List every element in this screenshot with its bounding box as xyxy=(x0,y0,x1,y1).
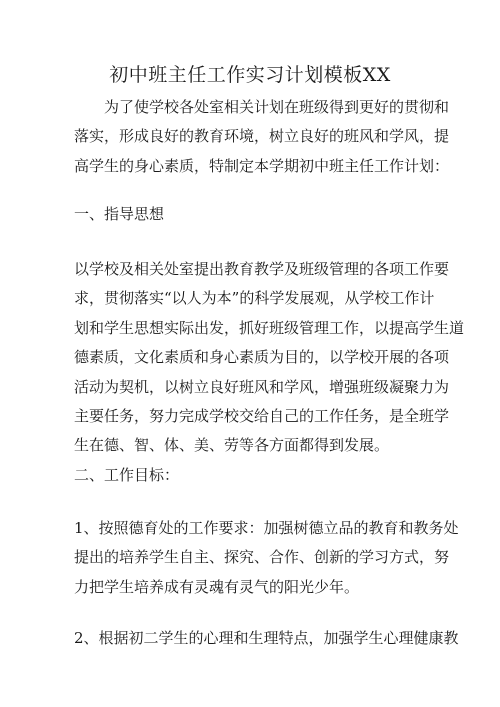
paragraph-line: 德素质，文化素质和身心素质为目的，以学校开展的各项 xyxy=(74,348,450,367)
paragraph-line: 以学校及相关处室提出教育教学及班级管理的各项工作要 xyxy=(74,260,450,278)
section-heading-guiding-ideology: 一、指导思想 xyxy=(74,205,165,223)
paragraph-line: 划和学生思想实际出发，抓好班级管理工作，以提高学生道 xyxy=(74,318,465,337)
paragraph-line: 2、根据初二学生的心理和生理特点，加强学生心理健康教 xyxy=(74,629,459,647)
goal-item-2 xyxy=(74,624,459,653)
paragraph-line: 生在德、智、体、美、劳等各方面都得到发展。 xyxy=(74,436,390,455)
paragraph-line: 主要任务，努力完成学校交给自己的工作任务，是全班学 xyxy=(74,406,450,425)
paragraph-line: 力把学生培养成有灵魂有灵气的阳光少年。 xyxy=(74,577,360,596)
paragraph-line: 提出的培养学生自主、探究、合作、创新的学习方式，努 xyxy=(74,548,450,567)
paragraph-line: 求，贯彻落实“以人为本”的科学发展观，从学校工作计 xyxy=(74,289,435,308)
document-title: 初中班主任工作实习计划模板XX xyxy=(109,64,391,86)
intro-paragraph xyxy=(74,93,450,181)
guiding-ideology-paragraph xyxy=(74,255,465,461)
intro-line: 为了使学校各处室相关计划在班级得到更好的贯彻和 xyxy=(104,98,450,116)
paragraph-line: 活动为契机，以树立良好班风和学风，增强班级凝聚力为 xyxy=(74,377,450,396)
intro-line: 落实，形成良好的教育环境，树立良好的班风和学风，提 xyxy=(74,127,450,146)
intro-line: 高学生的身心素质，特制定本学期初中班主任工作计划： xyxy=(74,156,450,175)
goal-item-1 xyxy=(74,514,459,602)
section-heading-work-goals: 二、工作目标： xyxy=(74,466,180,484)
paragraph-line: 1、按照德育处的工作要求：加强树德立品的教育和教务处 xyxy=(74,519,459,537)
